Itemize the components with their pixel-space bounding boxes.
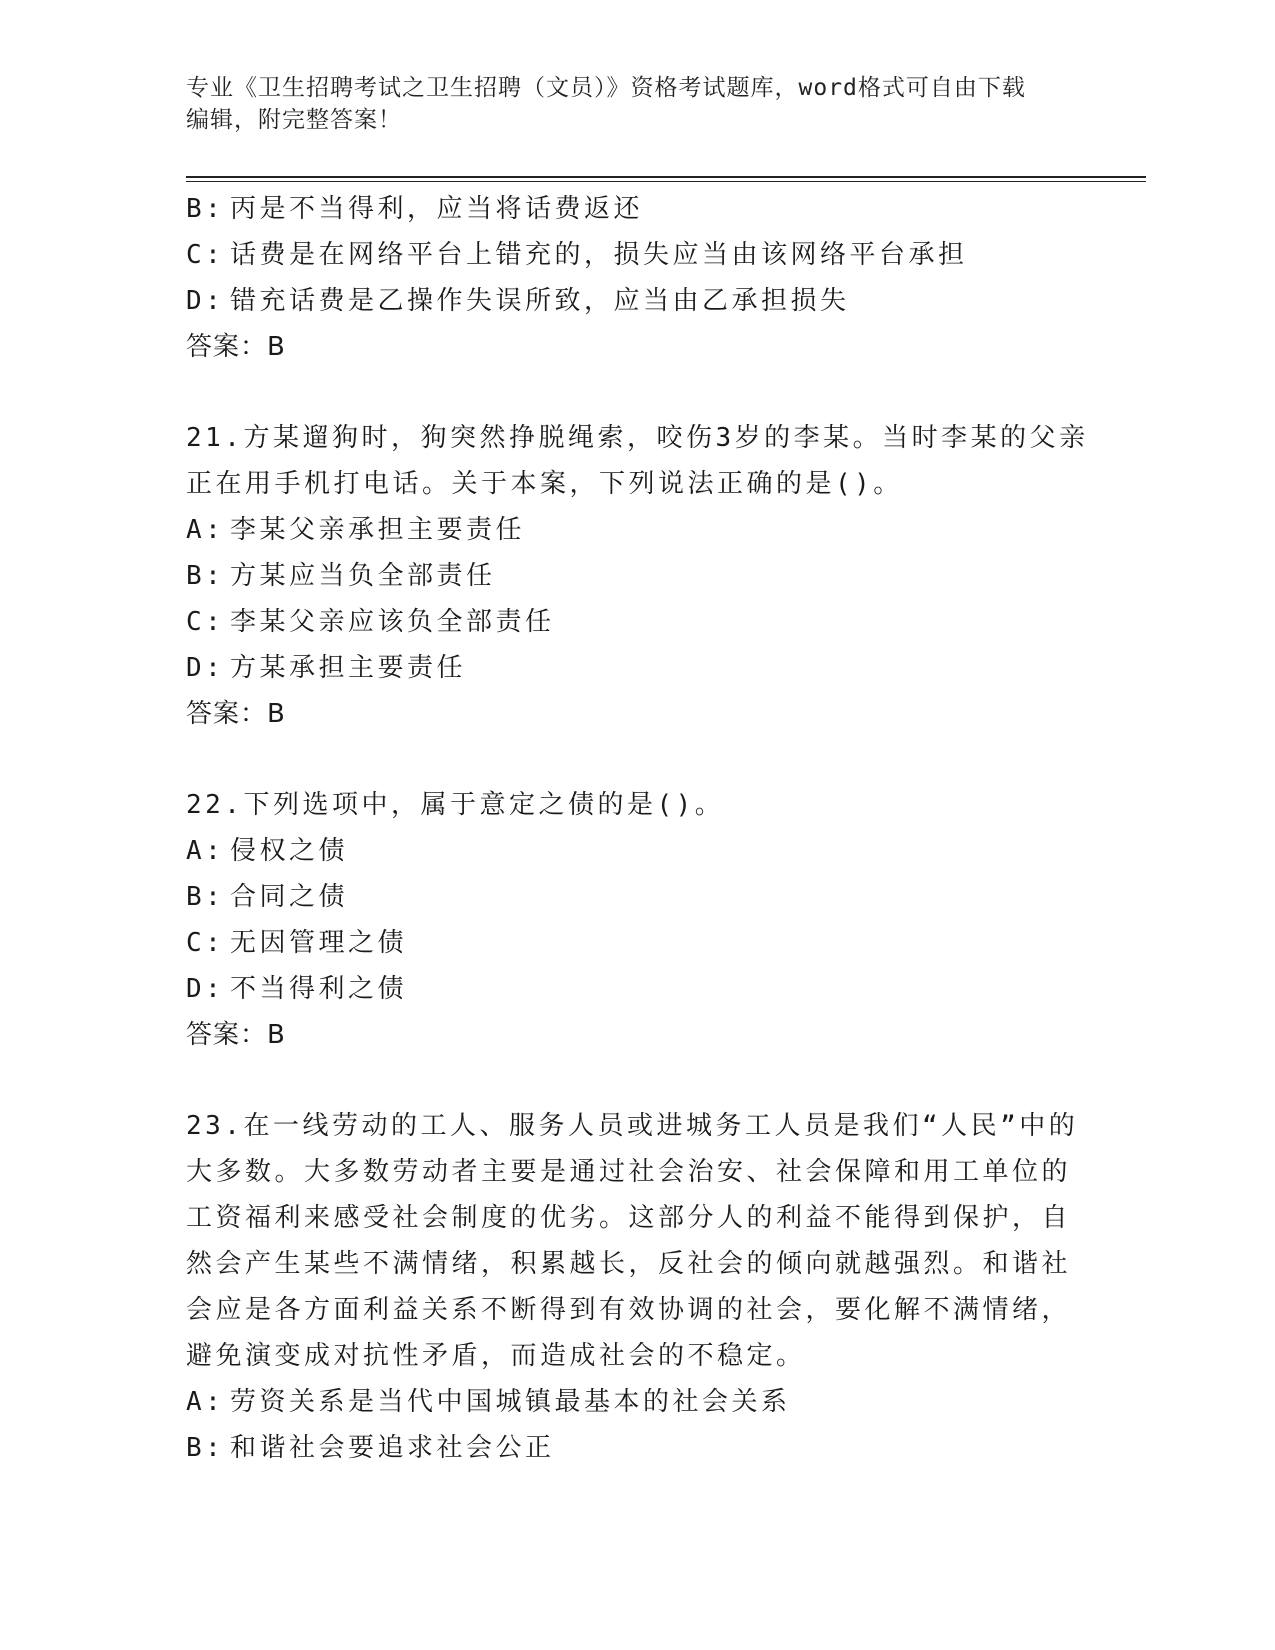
option-text: 丙是不当得利，应当将话费返还 (230, 194, 644, 224)
header-line-2: 编辑，附完整答案！ (186, 107, 402, 133)
option-text: 错充话费是乙操作失误所致，应当由乙承担损失 (230, 286, 850, 316)
option-label: A: (186, 836, 225, 866)
option-a (186, 1379, 1086, 1425)
option-c (186, 599, 1086, 645)
option-b (186, 1425, 1086, 1471)
question-stem-line: 23.在一线劳动的工人、服务人员或进城务工人员是我们“人民”中的 (186, 1111, 1079, 1141)
spacer (186, 370, 1086, 415)
option-text: 方某承担主要责任 (230, 653, 467, 683)
option-text: 和谐社会要追求社会公正 (230, 1433, 555, 1463)
option-label: B: (186, 882, 225, 912)
spacer (186, 737, 1086, 782)
option-text: 李某父亲应该负全部责任 (230, 607, 555, 637)
option-b (186, 186, 1086, 232)
option-label: A: (186, 1387, 225, 1417)
option-d (186, 645, 1086, 691)
option-text: 劳资关系是当代中国城镇最基本的社会关系 (230, 1387, 791, 1417)
question-stem-line: 工资福利来感受社会制度的优劣。这部分人的利益不能得到保护，自 (186, 1203, 1072, 1233)
option-text: 不当得利之债 (230, 974, 408, 1004)
question-stem-line: 避免演变成对抗性矛盾，而造成社会的不稳定。 (186, 1341, 806, 1371)
question-21-block (186, 415, 1089, 737)
option-label: D: (186, 974, 225, 1004)
header-divider-thick (186, 176, 1146, 178)
option-text: 方某应当负全部责任 (230, 561, 496, 591)
prev-question-block (186, 186, 1086, 370)
answer-line: 答案：B (186, 1020, 286, 1050)
question-stem-line: 21.方某遛狗时，狗突然挣脱绳索，咬伤3岁的李某。当时李某的父亲 (186, 423, 1089, 453)
option-text: 李某父亲承担主要责任 (230, 515, 526, 545)
option-d (186, 966, 1086, 1012)
option-label: B: (186, 561, 225, 591)
option-b (186, 553, 1086, 599)
option-a (186, 828, 1086, 874)
option-text: 合同之债 (230, 882, 349, 912)
option-b (186, 874, 1086, 920)
document-header (186, 72, 1066, 136)
question-content (186, 186, 1089, 1471)
question-23-block (186, 1103, 1086, 1471)
question-stem-line: 然会产生某些不满情绪，积累越长，反社会的倾向就越强烈。和谐社 (186, 1249, 1072, 1279)
option-c (186, 232, 1086, 278)
option-label: D: (186, 653, 225, 683)
option-text: 侵权之债 (230, 836, 349, 866)
question-stem-line: 22.下列选项中，属于意定之债的是()。 (186, 790, 725, 820)
spacer (186, 1058, 1086, 1103)
answer-line: 答案：B (186, 699, 286, 729)
option-label: B: (186, 194, 225, 224)
option-text: 无因管理之债 (230, 928, 408, 958)
option-label: C: (186, 928, 225, 958)
option-label: C: (186, 240, 225, 270)
option-label: C: (186, 607, 225, 637)
question-stem-line: 正在用手机打电话。关于本案，下列说法正确的是()。 (186, 469, 903, 499)
question-stem-line: 会应是各方面利益关系不断得到有效协调的社会，要化解不满情绪， (186, 1295, 1072, 1325)
question-stem-line: 大多数。大多数劳动者主要是通过社会治安、社会保障和用工单位的 (186, 1157, 1072, 1187)
option-d (186, 278, 1086, 324)
header-line-1: 专业《卫生招聘考试之卫生招聘（文员）》资格考试题库，word格式可自由下载 (186, 75, 1026, 101)
option-c (186, 920, 1086, 966)
option-label: A: (186, 515, 225, 545)
option-a (186, 507, 1086, 553)
answer-line: 答案：B (186, 332, 286, 362)
header-divider-thin (186, 181, 1146, 182)
question-22-block (186, 782, 1086, 1058)
option-text: 话费是在网络平台上错充的，损失应当由该网络平台承担 (230, 240, 968, 270)
option-label: D: (186, 286, 225, 316)
option-label: B: (186, 1433, 225, 1463)
